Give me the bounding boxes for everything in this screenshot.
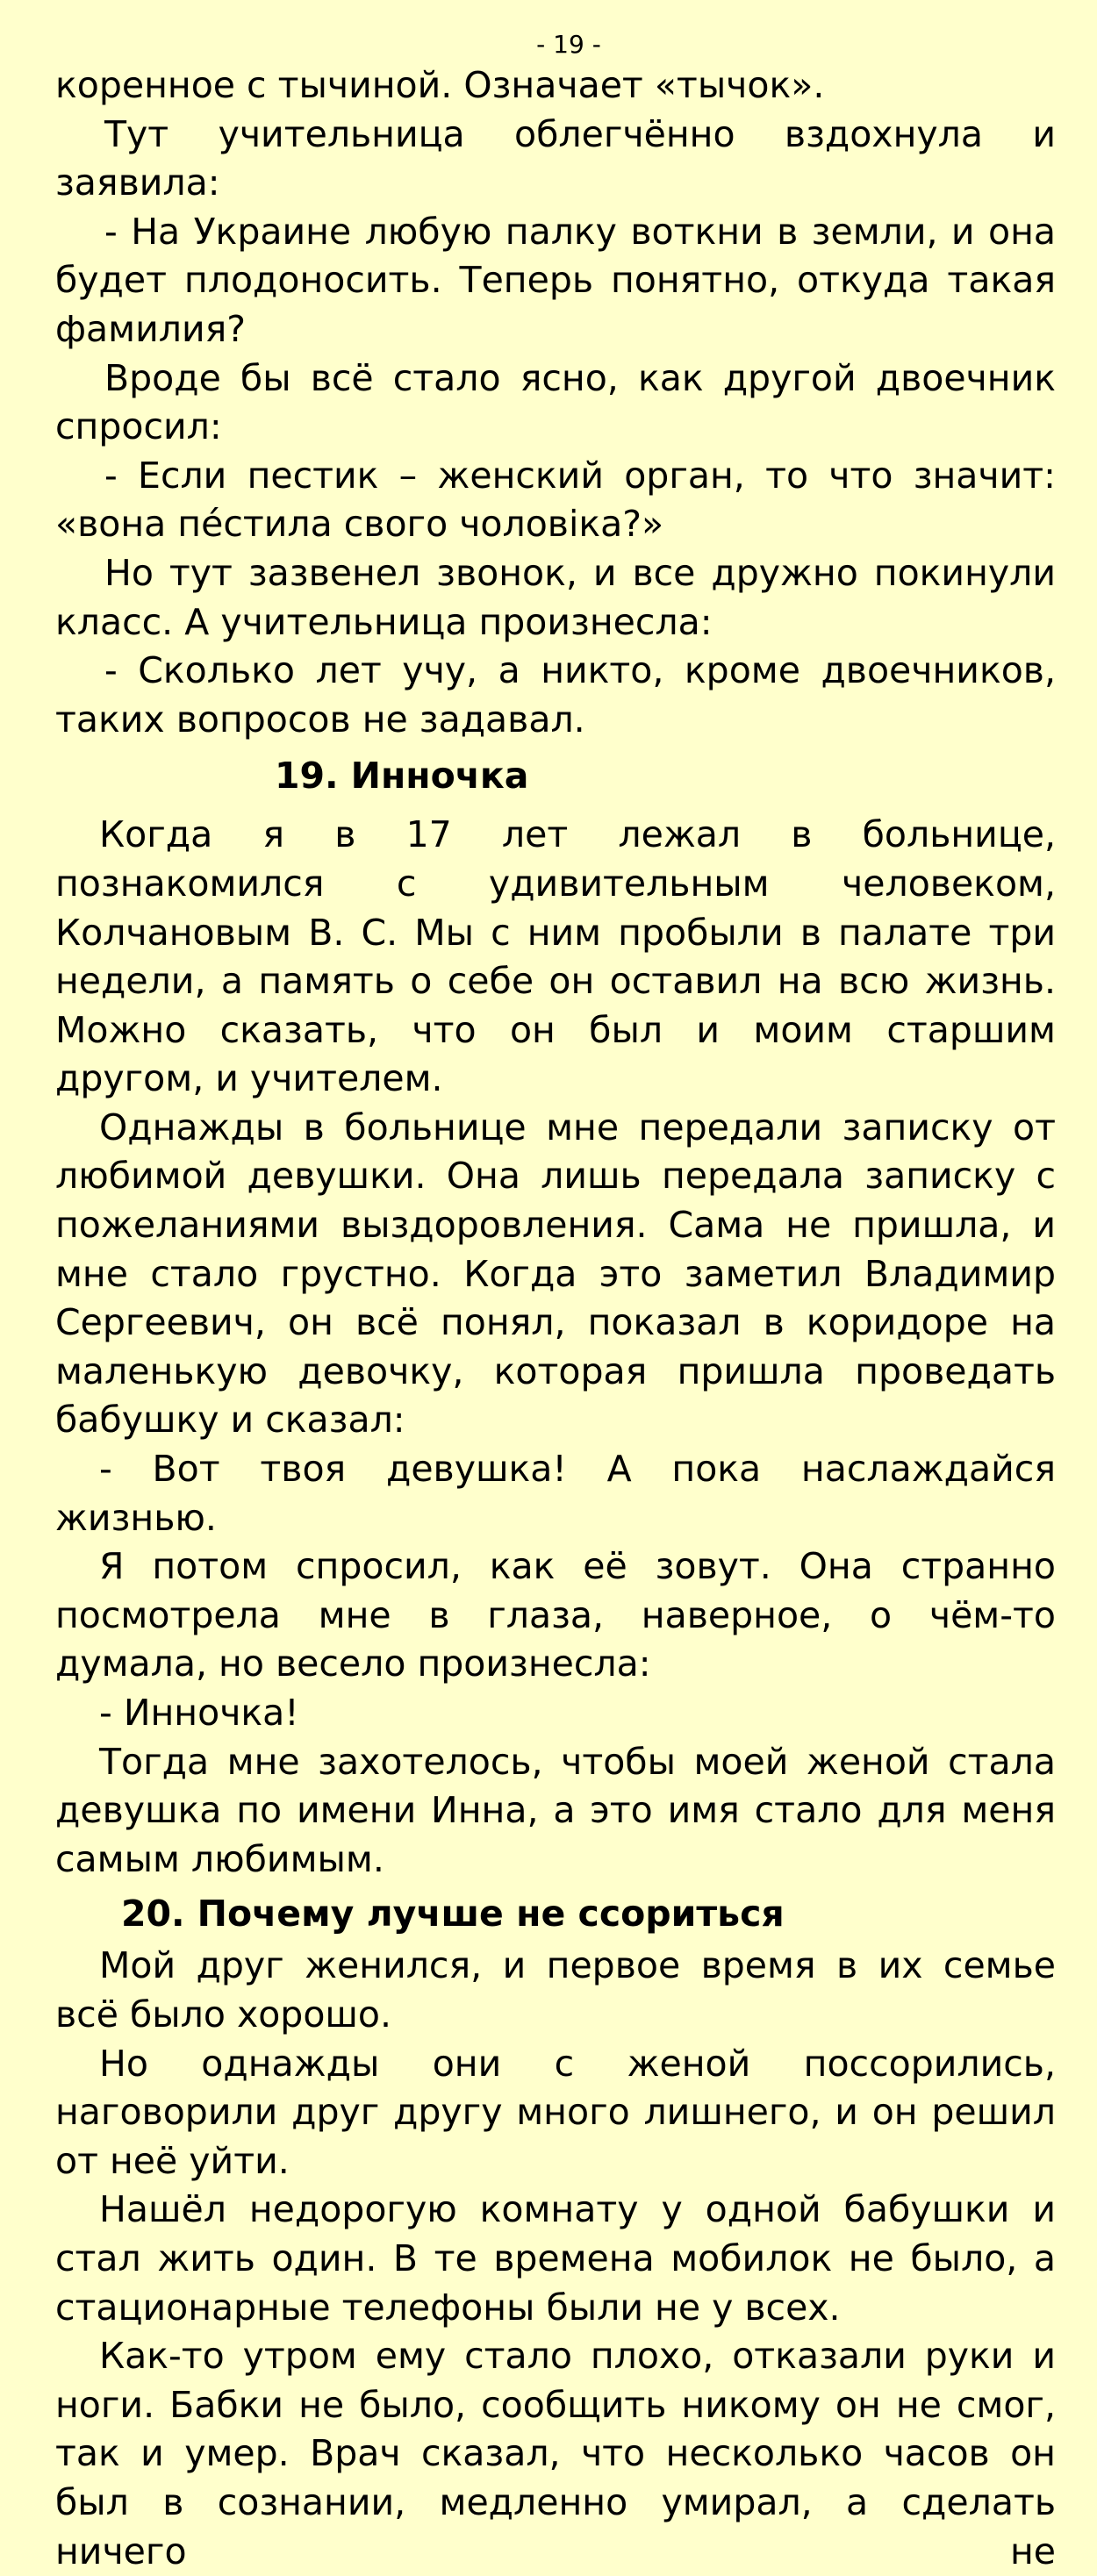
story-title: Почему лучше не ссориться [197,1893,785,1936]
story-20-body [55,1942,1056,2576]
paragraph: Когда я в 17 лет лежал в больнице, познакомился с удивительным человеком, Колчановым В. С. Мы с ним пробыли в палате три недели, а память о себе он оставил на всю жизнь. Можно сказать, что он был и моим старшим другом, и учителем. [55,813,1056,1100]
story-heading-20 [55,1887,1056,1940]
paragraph: Однажды в больнице мне передали записку от любимой девушки. Она лишь передала записку с пожеланиями выздоровления. Сама не пришла, и мне стало грустно. Когда это заметил Владимир Сергеевич, он всё понял, показал в коридоре на маленькую девочку, которая пришла проведать бабушку и сказал: [55,1106,1056,1442]
section-intro [55,61,1056,744]
paragraph: Нашёл недорогую комнату у одной бабушки и стал жить один. В те времена мобилок не было, а стационарные телефоны были не у всех. [55,2188,1056,2329]
paragraph: Я потом спросил, как её зовут. Она странно посмотрела мне в глаза, наверное, о чём-то думала, но весело произнесла: [55,1545,1056,1685]
paragraph: - Сколько лет учу, а никто, кроме двоечников, таких вопросов не задавал. [55,649,1056,741]
story-heading-19 [55,749,1056,802]
page-number: - 19 - [536,30,601,59]
paragraph: коренное с тычиной. Означает «тычок». [55,64,825,106]
paragraph: - На Украине любую палку воткни в земли, и она будет плодоносить. Теперь понятно, откуда такая фамилия? [55,210,1056,350]
paragraph: Но тут зазвенел звонок, и все дружно покинули класс. А учительница произнесла: [55,551,1056,643]
paragraph: Но однажды они с женой поссорились, наговорили друг другу много лишнего, и он решил от неё уйти. [55,2042,1056,2182]
story-19-body [55,811,1056,1884]
paragraph: Мой друг женился, и первое время в их семье всё было хорошо. [55,1944,1056,2036]
paragraph: - Если пестик – женский орган, то что значит: «вона пе́стила свого чоловіка?» [55,454,1056,546]
paragraph: - Инночка! [99,1692,299,1734]
paragraph: Вроде бы всё стало ясно, как другой двоечник спросил: [55,356,1056,448]
paragraph: Как-то утром ему стало плохо, отказали руки и ноги. Бабки не было, сообщить никому он не смог, так и умер. Врач сказал, что несколько часов он был в сознании, медленно умирал, а сделать ничего не [55,2335,1056,2572]
paragraph: Тут учительница облегчённо вздохнула и заявила: [55,112,1056,204]
paragraph: Тогда мне захотелось, чтобы моей женой стала девушка по имени Инна, а это имя стало для меня самым любимым. [55,1740,1056,1880]
story-number: 20. [121,1893,185,1936]
book-page [55,28,1056,2576]
paragraph: - Вот твоя девушка! А пока наслаждайся жизнью. [55,1448,1056,1539]
story-number: 19. [275,755,339,798]
story-title: Инночка [350,755,529,798]
